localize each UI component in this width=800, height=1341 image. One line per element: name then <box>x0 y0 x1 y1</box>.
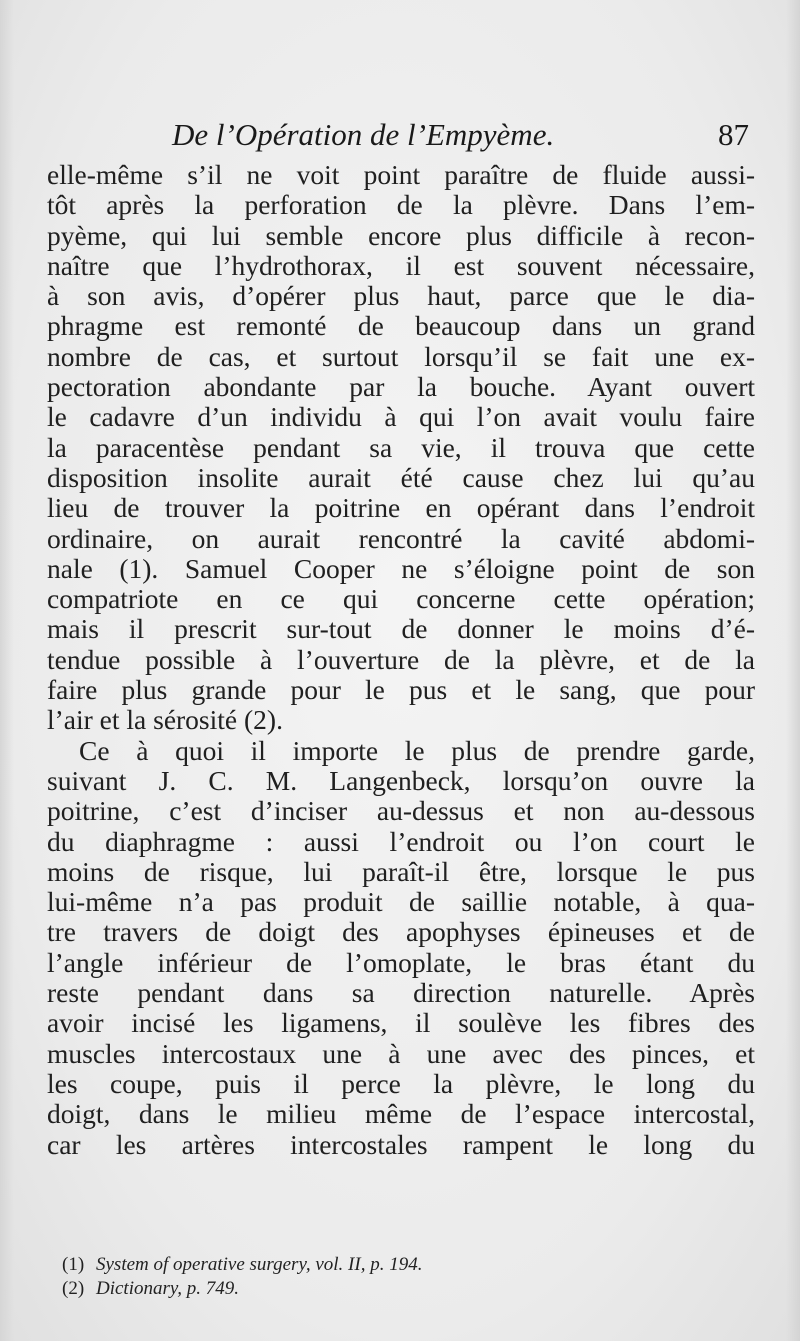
text-line: tre travers de doigt des apophyses épineuses et de <box>47 916 755 948</box>
text-line-paragraph-end: l’air et la sérosité (2). <box>47 704 283 736</box>
text-line: tôt après la perforation de la plèvre. Dans l’em- <box>47 189 755 221</box>
text-line: ordinaire, on aurait rencontré la cavité abdomi- <box>47 522 755 554</box>
body-text <box>47 160 755 1160</box>
text-line: car les artères intercostales rampent le long du <box>47 1128 755 1160</box>
footnote-marker: (2) <box>62 1278 85 1299</box>
text-line: pyème, qui lui semble encore plus difficile à recon- <box>47 219 755 251</box>
text-line: moins de risque, lui paraît-il être, lorsque le pus <box>47 855 755 887</box>
footnote-text: System of operative surgery, vol. II, p. 194. <box>96 1254 423 1275</box>
page-number: 87 <box>718 117 749 152</box>
page-edge-shadow-right <box>786 0 800 1341</box>
text-line: à son avis, d’opérer plus haut, parce que le dia- <box>47 280 755 312</box>
text-line: la paracentèse pendant sa vie, il trouva que cette <box>47 431 755 463</box>
text-line: phragme est remonté de beaucoup dans un grand <box>47 310 755 342</box>
text-line: doigt, dans le milieu même de l’espace intercostal, <box>47 1098 755 1130</box>
text-line: l’angle inférieur de l’omoplate, le bras étant du <box>47 946 755 978</box>
footnote-text: Dictionary, p. 749. <box>96 1278 240 1299</box>
text-line: disposition insolite aurait été cause chez lui qu’au <box>47 461 755 493</box>
text-line: pectoration abondante par la bouche. Ayant ouvert <box>47 371 755 403</box>
page-header <box>0 113 800 157</box>
text-line: les coupe, puis il perce la plèvre, le long du <box>47 1067 755 1099</box>
text-line: elle-même s’il ne voit point paraître de fluide aussi- <box>47 159 755 190</box>
footnote-1 <box>62 1253 742 1277</box>
text-line: nale (1). Samuel Cooper ne s’éloigne point de son <box>47 552 755 584</box>
running-title: De l’Opération de l’Empyème. <box>172 117 555 152</box>
text-line: nombre de cas, et surtout lorsqu’il se fait une ex- <box>47 340 755 372</box>
text-line: lui-même n’a pas produit de saillie notable, à qua- <box>47 886 755 918</box>
text-line: reste pendant dans sa direction naturelle. Après <box>47 977 755 1009</box>
text-line: faire plus grande pour le pus et le sang, que pour <box>47 674 755 706</box>
text-line: tendue possible à l’ouverture de la plèvre, et de la <box>47 643 755 675</box>
text-line: le cadavre d’un individu à qui l’on avait voulu faire <box>47 401 755 433</box>
text-line: mais il prescrit sur-tout de donner le moins d’é- <box>47 613 755 645</box>
text-line: poitrine, c’est d’inciser au-dessus et non au-dessous <box>47 795 755 827</box>
text-line-paragraph-start: Ce à quoi il importe le plus de prendre garde, <box>79 734 755 766</box>
text-line: compatriote en ce qui concerne cette opération; <box>47 583 755 615</box>
footnote-marker: (1) <box>62 1254 85 1275</box>
text-line: suivant J. C. M. Langenbeck, lorsqu’on ouvre la <box>47 764 755 796</box>
text-line: naître que l’hydrothorax, il est souvent nécessaire, <box>47 249 755 281</box>
text-line: avoir incisé les ligamens, il soulève les fibres des <box>47 1007 755 1039</box>
text-line: du diaphragme : aussi l’endroit ou l’on court le <box>47 825 755 857</box>
text-line: muscles intercostaux une à une avec des pinces, et <box>47 1037 755 1069</box>
footnote-2 <box>62 1277 742 1301</box>
text-line: lieu de trouver la poitrine en opérant dans l’endroit <box>47 492 755 524</box>
page-edge-shadow-left <box>0 0 14 1341</box>
footnotes <box>62 1253 742 1301</box>
